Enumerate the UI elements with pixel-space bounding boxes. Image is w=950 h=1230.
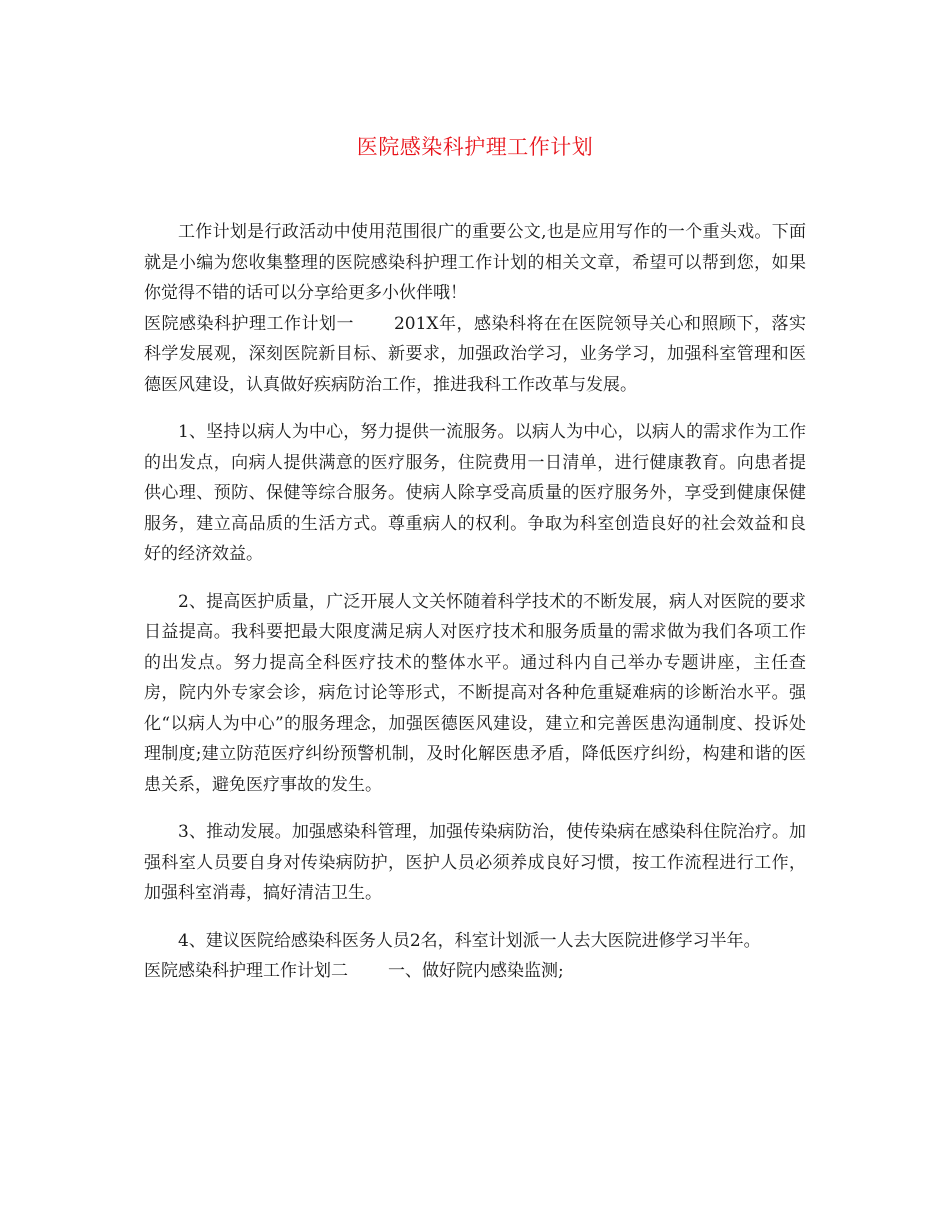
section-one-paragraph bbox=[144, 309, 806, 401]
item-paragraph-3: 3、推动发展。加强感染科管理，加强传染病防治，使传染病在感染科住院治疗。加强科室人员要自身对传染病防护，医护人员必须养成良好习惯，按工作流程进行工作，加强科室消毒，搞好清洁卫生。 bbox=[144, 822, 806, 903]
document-title: 医院感染科护理工作计划 bbox=[356, 135, 594, 159]
section-two-heading: 医院感染科护理工作计划二 bbox=[144, 961, 348, 981]
section-two-lead: 一、做好院内感染监测; bbox=[388, 961, 564, 981]
document-body bbox=[144, 217, 806, 987]
section-one-heading: 医院感染科护理工作计划一 bbox=[144, 313, 354, 334]
intro-paragraph: 工作计划是行政活动中使用范围很广的重要公文,也是应用写作的一个重头戏。下面就是小编为您收集整理的医院感染科护理工作计划的相关文章，希望可以帮到您，如果你觉得不错的话可以分享给更多小伙伴哦！ bbox=[144, 222, 806, 303]
section-two-paragraph bbox=[144, 956, 806, 987]
section-one-lead: 201X年，感染科将在在医院领导关心和照顾下，落实科学发展观，深刻医院新目标、新要求，加强政治学习，业务学习，加强科室管理和医德医风建设，认真做好疾病防治工作，推进我科工作改革与发展。 bbox=[144, 313, 806, 395]
item-paragraph-1: 1、坚持以病人为中心，努力提供一流服务。以病人为中心，以病人的需求作为工作的出发点，向病人提供满意的医疗服务，住院费用一日清单，进行健康教育。向患者提供心理、预防、保健等综合服务。使病人除享受高质量的医疗服务外，享受到健康保健服务，建立高品质的生活方式。尊重病人的权利。争取为科室创造良好的社会效益和良好的经济效益。 bbox=[144, 422, 806, 564]
item-paragraph-4: 4、建议医院给感染科医务人员2名，科室计划派一人去大医院进修学习半年。 bbox=[178, 930, 761, 951]
item-paragraph-2: 2、提高医护质量，广泛开展人文关怀随着科学技术的不断发展，病人对医院的要求日益提高。我科要把最大限度满足病人对医疗技术和服务质量的需求做为我们各项工作的出发点。努力提高全科医疗技术的整体水平。通过科内自己举办专题讲座，主任查房，院内外专家会诊，病危讨论等形式，不断提高对各种危重疑难病的诊断治水平。强化“以病人为中心”的服务理念，加强医德医风建设，建立和完善医患沟通制度、投诉处理制度;建立防范医疗纠纷预警机制，及时化解医患矛盾，降低医疗纠纷，构建和谐的医患关系，避免医疗事故的发生。 bbox=[144, 591, 806, 795]
